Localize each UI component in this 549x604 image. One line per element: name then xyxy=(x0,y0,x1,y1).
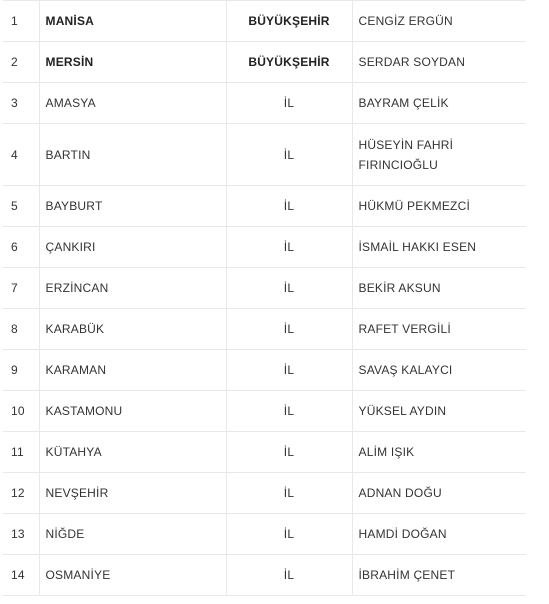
municipality-type: İL xyxy=(226,124,352,186)
row-number: 11 xyxy=(3,432,39,473)
municipality-type: İL xyxy=(226,391,352,432)
row-number: 7 xyxy=(3,268,39,309)
table-row xyxy=(3,83,526,124)
mayor-name: HÜSEYİN FAHRİ FIRINCIOĞLU xyxy=(352,124,526,186)
mayor-name: HAMDİ DOĞAN xyxy=(352,514,526,555)
municipality-type: İL xyxy=(226,350,352,391)
table-row xyxy=(3,391,526,432)
city-name: KARAMAN xyxy=(39,350,226,391)
row-number: 6 xyxy=(3,227,39,268)
table-row xyxy=(3,268,526,309)
city-name: ERZİNCAN xyxy=(39,268,226,309)
table-row xyxy=(3,124,526,186)
mayor-name: CENGİZ ERGÜN xyxy=(352,1,526,42)
row-number: 5 xyxy=(3,186,39,227)
municipality-type: İL xyxy=(226,514,352,555)
results-table xyxy=(3,0,526,596)
table-row xyxy=(3,432,526,473)
mayor-name: SERDAR SOYDAN xyxy=(352,42,526,83)
table-row xyxy=(3,555,526,596)
row-number: 12 xyxy=(3,473,39,514)
mayor-name: HÜKMÜ PEKMEZCİ xyxy=(352,186,526,227)
row-number: 2 xyxy=(3,42,39,83)
table-row xyxy=(3,473,526,514)
mayor-name: İBRAHİM ÇENET xyxy=(352,555,526,596)
city-name: KASTAMONU xyxy=(39,391,226,432)
municipality-type: İL xyxy=(226,555,352,596)
municipality-type: BÜYÜKŞEHİR xyxy=(226,1,352,42)
city-name: MERSİN xyxy=(39,42,226,83)
municipality-type: İL xyxy=(226,432,352,473)
city-name: NEVŞEHİR xyxy=(39,473,226,514)
city-name: BARTIN xyxy=(39,124,226,186)
row-number: 13 xyxy=(3,514,39,555)
table-row xyxy=(3,1,526,42)
row-number: 14 xyxy=(3,555,39,596)
mayor-name: BEKİR AKSUN xyxy=(352,268,526,309)
municipality-type: İL xyxy=(226,309,352,350)
table-row xyxy=(3,514,526,555)
city-name: OSMANİYE xyxy=(39,555,226,596)
municipality-type: İL xyxy=(226,227,352,268)
table-row xyxy=(3,227,526,268)
mayor-name: ADNAN DOĞU xyxy=(352,473,526,514)
row-number: 10 xyxy=(3,391,39,432)
city-name: NİĞDE xyxy=(39,514,226,555)
city-name: KÜTAHYA xyxy=(39,432,226,473)
table-row xyxy=(3,42,526,83)
row-number: 8 xyxy=(3,309,39,350)
mayor-name: SAVAŞ KALAYCI xyxy=(352,350,526,391)
municipality-type: İL xyxy=(226,83,352,124)
municipality-type: İL xyxy=(226,473,352,514)
row-number: 4 xyxy=(3,124,39,186)
table-row xyxy=(3,350,526,391)
results-table-body xyxy=(3,1,526,596)
row-number: 9 xyxy=(3,350,39,391)
table-row xyxy=(3,186,526,227)
city-name: KARABÜK xyxy=(39,309,226,350)
municipality-type: İL xyxy=(226,186,352,227)
city-name: AMASYA xyxy=(39,83,226,124)
mayor-name: BAYRAM ÇELİK xyxy=(352,83,526,124)
row-number: 1 xyxy=(3,1,39,42)
mayor-name: İSMAİL HAKKI ESEN xyxy=(352,227,526,268)
mayor-name: RAFET VERGİLİ xyxy=(352,309,526,350)
row-number: 3 xyxy=(3,83,39,124)
municipality-type: İL xyxy=(226,268,352,309)
mayor-name: ALİM IŞIK xyxy=(352,432,526,473)
city-name: BAYBURT xyxy=(39,186,226,227)
table-row xyxy=(3,309,526,350)
city-name: ÇANKIRI xyxy=(39,227,226,268)
mayor-name: YÜKSEL AYDIN xyxy=(352,391,526,432)
municipality-type: BÜYÜKŞEHİR xyxy=(226,42,352,83)
city-name: MANİSA xyxy=(39,1,226,42)
